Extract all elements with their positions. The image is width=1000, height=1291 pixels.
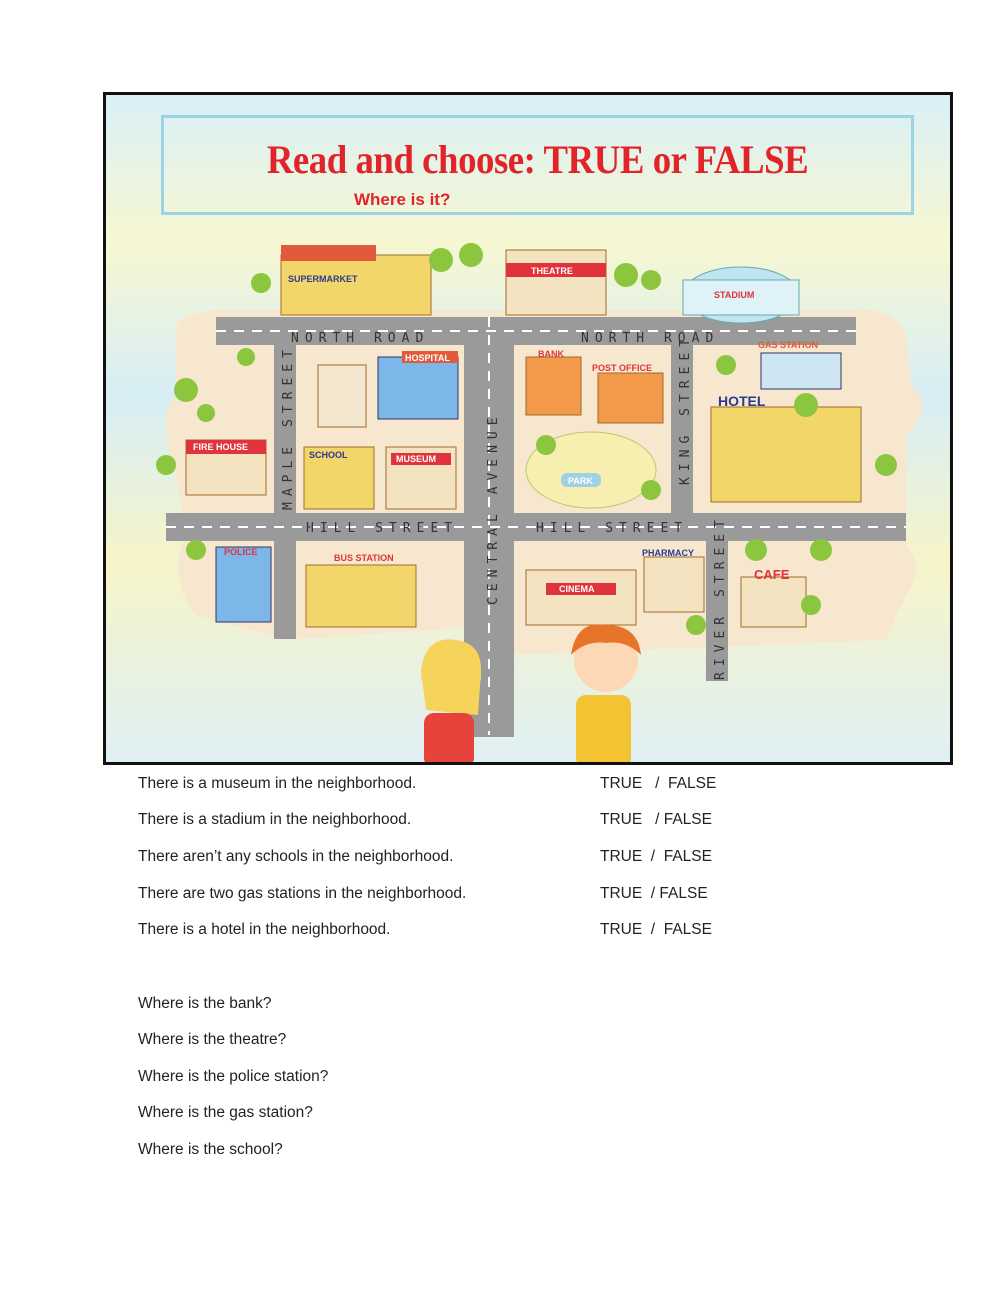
svg-text:CAFE: CAFE: [754, 567, 790, 582]
statement-row: [138, 921, 712, 939]
statement-text: There is a museum in the neighborhood.: [138, 775, 417, 792]
hill-street-label-left: HILL STREET: [306, 521, 459, 536]
true-false-choice[interactable]: TRUE / FALSE: [600, 848, 712, 865]
question-item: Where is the police station?: [138, 1068, 329, 1085]
true-false-choice[interactable]: TRUE / FALSE: [600, 775, 717, 792]
girl-illustration: [421, 639, 481, 765]
statement-row: [138, 885, 708, 903]
north-road-label-right: NORTH ROAD: [581, 331, 720, 346]
worksheet-title: Read and choose: TRUE or FALSE: [266, 137, 809, 182]
king-street-label: KING STREET: [678, 332, 693, 485]
hill-street-label-right: HILL STREET: [536, 521, 689, 536]
svg-text:PHARMACY: PHARMACY: [642, 548, 695, 558]
svg-text:HOTEL: HOTEL: [718, 393, 766, 409]
stadium-building: [683, 267, 799, 323]
pharmacy-building: [642, 548, 704, 612]
svg-text:MUSEUM: MUSEUM: [396, 454, 436, 464]
statement-text: There is a hotel in the neighborhood.: [138, 921, 391, 938]
question-item: Where is the school?: [138, 1141, 283, 1158]
svg-text:STADIUM: STADIUM: [714, 290, 755, 300]
cinema-building: [526, 570, 636, 625]
svg-text:PARK: PARK: [568, 476, 593, 486]
police-building: [216, 547, 271, 622]
question-item: Where is the theatre?: [138, 1031, 287, 1048]
river-street-label: RIVER STREET: [713, 514, 728, 680]
statement-text: There are two gas stations in the neighborhood.: [138, 885, 467, 902]
statement-row: [138, 775, 717, 793]
theatre-building: [506, 250, 606, 315]
statement-row: [138, 848, 712, 866]
svg-text:HOSPITAL: HOSPITAL: [405, 353, 450, 363]
worksheet-subtitle: Where is it?: [354, 190, 451, 209]
true-false-choice[interactable]: TRUE / FALSE: [600, 885, 708, 902]
hospital-building: [378, 351, 458, 419]
worksheet-image: [103, 92, 953, 765]
svg-text:SCHOOL: SCHOOL: [309, 450, 348, 460]
svg-text:FIRE HOUSE: FIRE HOUSE: [193, 442, 249, 452]
svg-text:CINEMA: CINEMA: [559, 584, 595, 594]
svg-text:SUPERMARKET: SUPERMARKET: [288, 274, 358, 284]
svg-text:THEATRE: THEATRE: [531, 266, 573, 276]
question-item: Where is the bank?: [138, 995, 272, 1012]
maple-street-label: MAPLE STREET: [281, 344, 296, 510]
school-building: [304, 447, 374, 509]
svg-text:BUS STATION: BUS STATION: [334, 553, 394, 563]
svg-text:POST OFFICE: POST OFFICE: [592, 363, 653, 373]
svg-text:BANK: BANK: [538, 349, 564, 359]
boy-illustration: [571, 624, 641, 765]
bank-building: [526, 349, 581, 415]
museum-building: [386, 447, 456, 509]
true-false-choice[interactable]: TRUE / FALSE: [600, 811, 712, 828]
statement-text: There aren’t any schools in the neighborhood.: [138, 848, 454, 865]
supermarket-building: [281, 245, 431, 315]
central-avenue-label: CENTRAL AVENUE: [486, 411, 501, 605]
svg-text:GAS STATION: GAS STATION: [758, 340, 819, 350]
statement-row: [138, 811, 712, 829]
question-item: Where is the gas station?: [138, 1104, 313, 1121]
svg-text:POLICE: POLICE: [224, 547, 258, 557]
hotel-building: [711, 393, 861, 502]
fire-house-building: [186, 440, 266, 495]
title-box: [161, 115, 914, 215]
north-road-label-left: NORTH ROAD: [291, 331, 430, 346]
true-false-choice[interactable]: TRUE / FALSE: [600, 921, 712, 938]
statement-text: There is a stadium in the neighborhood.: [138, 811, 412, 828]
church-building: [318, 365, 366, 427]
